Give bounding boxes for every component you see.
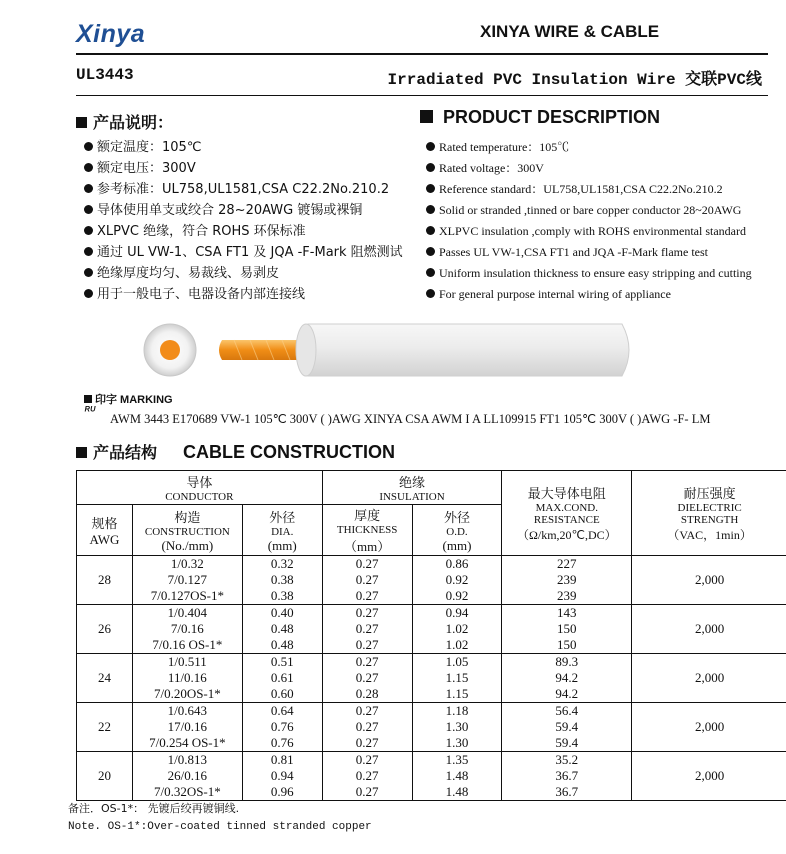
resistance-cell: 143 150 150 bbox=[502, 605, 632, 654]
bullet-icon bbox=[426, 142, 435, 151]
resistance-header: 最大导体电阻 MAX.COND. RESISTANCE （Ω/km,20℃,DC） bbox=[502, 471, 632, 556]
dia-cell: 0.64 0.76 0.76 bbox=[242, 703, 322, 752]
dia-header: 外径 DIA. (mm) bbox=[242, 505, 322, 556]
resistance-cell: 89.3 94.2 94.2 bbox=[502, 654, 632, 703]
bullet-icon bbox=[426, 268, 435, 277]
bullet-icon bbox=[426, 163, 435, 172]
bullet-icon bbox=[426, 226, 435, 235]
conductor-header: 导体 CONDUCTOR bbox=[77, 471, 323, 505]
note-en: Note. OS-1*:Over-coated tinned stranded copper bbox=[68, 821, 372, 833]
marking-heading: 印字 MARKING bbox=[84, 391, 173, 407]
bullet-icon bbox=[84, 142, 93, 151]
list-item: For general purpose internal wiring of appliance bbox=[426, 284, 752, 305]
marking-text: AWM 3443 E170689 VW-1 105℃ 300V ( )AWG XINYA CSA AWM I A LL109915 FT1 105℃ 300V ( )AWG -F- LM bbox=[110, 412, 711, 426]
awg-cell: 24 bbox=[77, 654, 133, 703]
strength-cell: 2,000 bbox=[632, 752, 786, 801]
bullet-icon bbox=[426, 205, 435, 214]
list-item: XLPVC insulation ,comply with ROHS environmental standard bbox=[426, 221, 752, 242]
square-bullet-icon bbox=[420, 110, 433, 123]
insulation-header: 绝缘 INSULATION bbox=[322, 471, 502, 505]
awg-header: 规格 AWG bbox=[77, 505, 133, 556]
company-name: XINYA WIRE & CABLE bbox=[480, 22, 660, 41]
en-feature-list bbox=[426, 137, 752, 305]
zh-feature-list bbox=[84, 137, 403, 305]
thickness-cell: 0.27 0.27 0.27 bbox=[322, 556, 412, 605]
list-item: Solid or stranded ,tinned or bare copper conductor 28~20AWG bbox=[426, 200, 752, 221]
dia-cell: 0.51 0.61 0.60 bbox=[242, 654, 322, 703]
resistance-cell: 35.2 36.7 36.7 bbox=[502, 752, 632, 801]
construction-col-header: 构造 CONSTRUCTION (No./mm) bbox=[132, 505, 242, 556]
header-divider bbox=[76, 53, 768, 55]
list-item: 参考标准：UL758,UL1581,CSA C22.2No.210.2 bbox=[84, 179, 403, 200]
dia-cell: 0.81 0.94 0.96 bbox=[242, 752, 322, 801]
resistance-cell: 56.4 59.4 59.4 bbox=[502, 703, 632, 752]
square-bullet-icon bbox=[76, 447, 87, 458]
list-item: Rated voltage：300V bbox=[426, 158, 752, 179]
list-item: 绝缘厚度均匀、易裁线、易剥皮 bbox=[84, 263, 403, 284]
product-title: Irradiated PVC Insulation Wire 交联PVC线 bbox=[387, 71, 762, 89]
wire-side-view-icon bbox=[219, 324, 629, 376]
bullet-icon bbox=[84, 226, 93, 235]
awg-cell: 20 bbox=[77, 752, 133, 801]
bullet-icon bbox=[84, 268, 93, 277]
thickness-header: 厚度 THICKNESS （mm） bbox=[322, 505, 412, 556]
table-header-row bbox=[77, 471, 786, 505]
spec-table bbox=[76, 470, 786, 801]
list-item: 额定电压：300V bbox=[84, 158, 403, 179]
thickness-cell: 0.27 0.27 0.27 bbox=[322, 703, 412, 752]
dia-cell: 0.32 0.38 0.38 bbox=[242, 556, 322, 605]
bullet-icon bbox=[426, 289, 435, 298]
list-item: XLPVC 绝缘，符合 ROHS 环保标准 bbox=[84, 221, 403, 242]
construction-cell: 1/0.643 17/0.16 7/0.254 OS-1* bbox=[132, 703, 242, 752]
strength-header: 耐压强度 DIELECTRIC STRENGTH （VAC，1min） bbox=[632, 471, 786, 556]
list-item: 导体使用单支或绞合 28~20AWG 镀锡或裸铜 bbox=[84, 200, 403, 221]
brand-logo: Xinya bbox=[76, 20, 146, 48]
construction-heading: 产品结构 CABLE CONSTRUCTION bbox=[76, 440, 395, 463]
wire-illustration bbox=[130, 318, 650, 382]
bullet-icon bbox=[426, 247, 435, 256]
table-row bbox=[77, 556, 786, 605]
bullet-icon bbox=[84, 289, 93, 298]
table-row bbox=[77, 605, 786, 654]
strength-cell: 2,000 bbox=[632, 605, 786, 654]
od-header: 外径 O.D. (mm) bbox=[412, 505, 502, 556]
bullet-icon bbox=[84, 163, 93, 172]
en-description-heading: PRODUCT DESCRIPTION bbox=[420, 107, 660, 128]
strength-cell: 2,000 bbox=[632, 703, 786, 752]
awg-cell: 26 bbox=[77, 605, 133, 654]
list-item: Rated temperature：105℃ bbox=[426, 137, 752, 158]
thickness-cell: 0.27 0.27 0.28 bbox=[322, 654, 412, 703]
thickness-cell: 0.27 0.27 0.27 bbox=[322, 752, 412, 801]
resistance-cell: 227 239 239 bbox=[502, 556, 632, 605]
construction-cell: 1/0.813 26/0.16 7/0.32OS-1* bbox=[132, 752, 242, 801]
thickness-cell: 0.27 0.27 0.27 bbox=[322, 605, 412, 654]
table-row bbox=[77, 752, 786, 801]
list-item: Uniform insulation thickness to ensure easy stripping and cutting bbox=[426, 263, 752, 284]
strength-cell: 2,000 bbox=[632, 654, 786, 703]
construction-cell: 1/0.404 7/0.16 7/0.16 OS-1* bbox=[132, 605, 242, 654]
construction-cell: 1/0.511 11/0.16 7/0.20OS-1* bbox=[132, 654, 242, 703]
list-item: Reference standard：UL758,UL1581,CSA C22.2No.210.2 bbox=[426, 179, 752, 200]
ul-recognized-logo: ᴿᵁ bbox=[84, 405, 96, 417]
title-divider bbox=[76, 95, 768, 96]
od-cell: 0.94 1.02 1.02 bbox=[412, 605, 502, 654]
strength-cell: 2,000 bbox=[632, 556, 786, 605]
list-item: Passes UL VW-1,CSA FT1 and JQA -F-Mark flame test bbox=[426, 242, 752, 263]
square-bullet-icon bbox=[84, 395, 92, 403]
awg-cell: 28 bbox=[77, 556, 133, 605]
table-row bbox=[77, 654, 786, 703]
dia-cell: 0.40 0.48 0.48 bbox=[242, 605, 322, 654]
wire-cross-section-icon bbox=[144, 324, 196, 376]
awg-cell: 22 bbox=[77, 703, 133, 752]
list-item: 通过 UL VW-1、CSA FT1 及 JQA -F-Mark 阻燃测试 bbox=[84, 242, 403, 263]
od-cell: 0.86 0.92 0.92 bbox=[412, 556, 502, 605]
list-item: 额定温度：105℃ bbox=[84, 137, 403, 158]
model-number: UL3443 bbox=[76, 66, 134, 84]
square-bullet-icon bbox=[76, 117, 87, 128]
note-zh: 备注．OS-1*： 先镀后绞再镀铜线. bbox=[68, 802, 240, 815]
bullet-icon bbox=[426, 184, 435, 193]
od-cell: 1.35 1.48 1.48 bbox=[412, 752, 502, 801]
zh-description-heading: 产品说明： bbox=[76, 110, 173, 133]
od-cell: 1.05 1.15 1.15 bbox=[412, 654, 502, 703]
table-row bbox=[77, 703, 786, 752]
bullet-icon bbox=[84, 205, 93, 214]
construction-cell: 1/0.32 7/0.127 7/0.127OS-1* bbox=[132, 556, 242, 605]
od-cell: 1.18 1.30 1.30 bbox=[412, 703, 502, 752]
bullet-icon bbox=[84, 247, 93, 256]
bullet-icon bbox=[84, 184, 93, 193]
list-item: 用于一般电子、电器设备内部连接线 bbox=[84, 284, 403, 305]
